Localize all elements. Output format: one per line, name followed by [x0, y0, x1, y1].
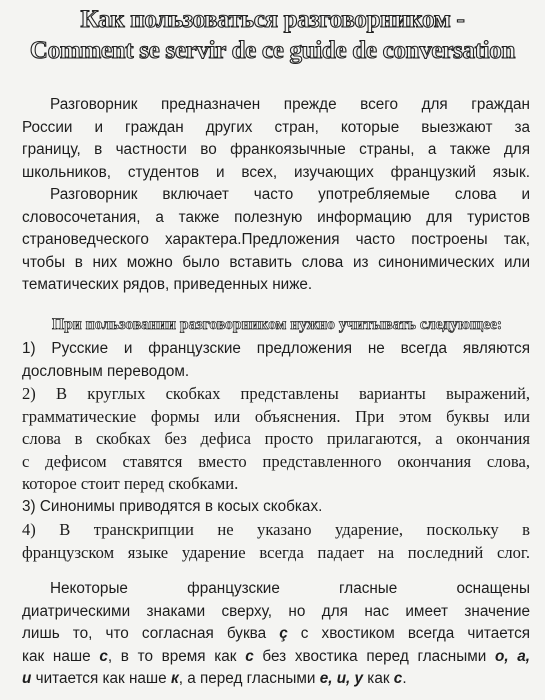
note-line: 1) Русские и французские предложения не всегда являются: [22, 340, 530, 357]
closing-paragraph: [22, 578, 530, 691]
letter-c-cedilla: ç: [279, 625, 288, 643]
note-line: которое стоит перед скобками.: [22, 474, 239, 494]
notes-heading: При пользовании разговорником нужно учитывать следующее:: [52, 316, 503, 333]
closing-line: Некоторые французские гласные оснащены: [50, 580, 530, 597]
paragraph-line: Разговорник включает часто употребляемые слова и: [50, 186, 530, 203]
paragraph-line: границу, в частности во франкоязычные страны, а также для: [22, 141, 530, 159]
intro-paragraph-1: [22, 94, 530, 184]
intro-paragraph-2: [22, 184, 530, 297]
note-3: [22, 496, 530, 519]
paragraph-line: тематических рядов, приведенных ниже.: [22, 276, 313, 294]
note-line: слова в скобках без дефиса просто прилагаются, а окончания: [22, 429, 530, 449]
paragraph-line: России и граждан других стран, которые выезжают за: [22, 118, 530, 136]
closing-line: и читается как наше к, а перед гласными е, и, у как с.: [22, 670, 407, 688]
note-line: 4) В транскрипции не указано ударение, поскольку в: [22, 520, 530, 539]
note-line: с дефисом ставятся вместо представленного окончания слова,: [22, 451, 530, 471]
paragraph-line: школьников, студентов и всех, изучающих французкий язык.: [22, 163, 530, 181]
page-title-russian: Как пользоваться разговорником -: [80, 6, 465, 33]
note-2: [22, 383, 530, 496]
vowels-e-i-y: е, и, у: [319, 670, 364, 688]
note-line: 2) В круглых скобках представлены варианты выражений,: [22, 384, 530, 403]
closing-line: диатрическими знаками сверху, но для нас имеет значение: [22, 602, 530, 620]
note-line: дословным переводом.: [22, 362, 190, 380]
note-line: французском языке ударение всегда падает на последний слог.: [22, 542, 530, 562]
note-4: [22, 519, 530, 564]
letter-c: с: [245, 647, 254, 665]
letter-s: с: [99, 647, 108, 665]
paragraph-line: словосочетания, а также полезную информацию для туристов: [22, 208, 530, 226]
note-line: грамматические формы или объяснения. При этом буквы или: [22, 406, 530, 426]
paragraph-line: чтобы в них можно было вставить слова из синонимических или: [22, 253, 530, 271]
note-line: 3) Синонимы приводятся в косых скобках.: [22, 498, 323, 515]
closing-line: как наше с, в то время как с без хвостика перед гласными о, а,: [22, 647, 530, 665]
vowel-u: и: [22, 670, 32, 688]
vowels-o-a: о, а,: [494, 647, 530, 665]
note-1: [22, 338, 530, 383]
letter-k: к: [170, 670, 179, 688]
page-title-french: Comment se servir de ce guide de conversation: [29, 37, 516, 64]
paragraph-line: страноведческого характера.Предложения часто построены так,: [22, 231, 530, 249]
closing-line: лишь то, что согласная буква ç с хвостиком всегда читается: [22, 625, 530, 643]
paragraph-line: Разговорник предназначен прежде всего для граждан: [50, 96, 530, 113]
letter-s-final: с: [393, 670, 403, 688]
